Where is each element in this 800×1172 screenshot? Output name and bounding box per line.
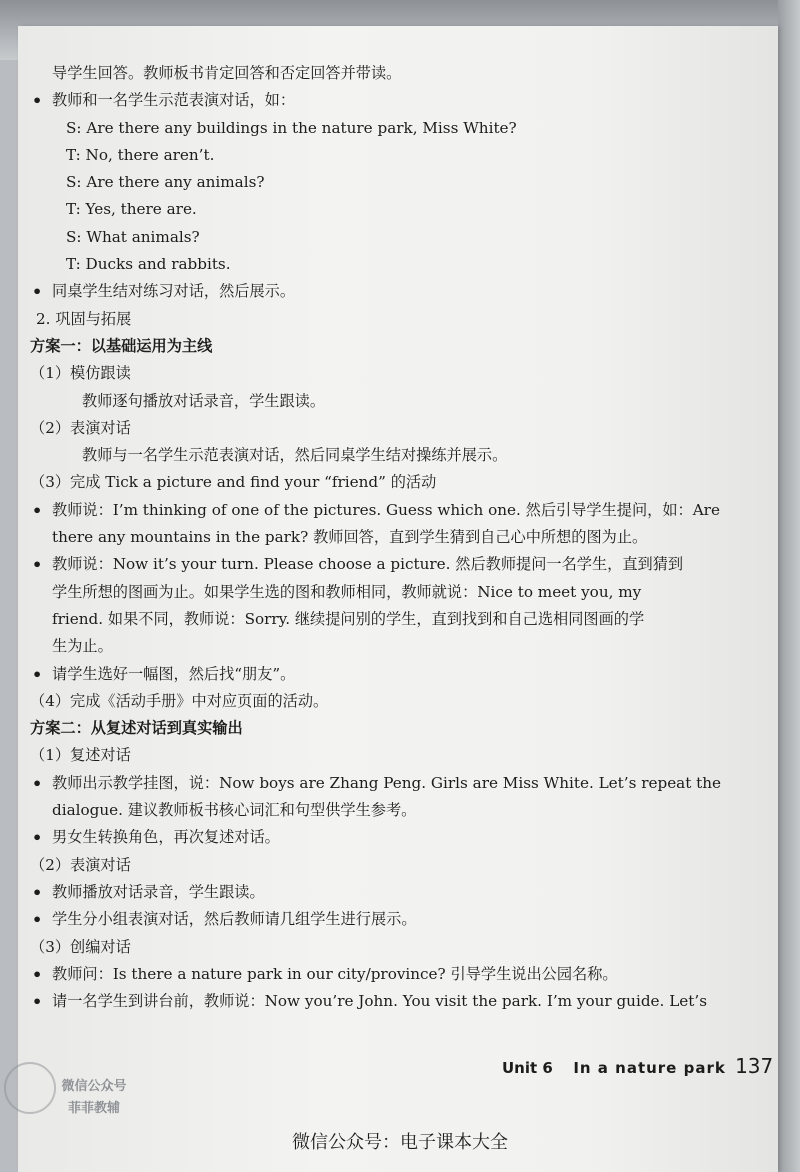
step-heading: （3）创编对话 [30,937,131,956]
text-line: 学生所想的图画为止。如果学生选的图和教师相同，教师就说：Nice to meet you, my [52,582,642,601]
dialogue-line: S: What animals? [66,227,200,246]
dialogue-line: T: Yes, there are. [66,200,197,219]
text-line: there any mountains in the park? 教师回答，直到学生猜到自己心中所想的图为止。 [52,528,648,547]
step-heading: （1）复述对话 [30,746,131,765]
bottom-caption: 微信公众号：电子课本大全 [292,1132,508,1153]
bullet-line: • 教师出示教学挂图，说：Now boys are Zhang Peng. Girls are Miss White. Let’s repeat the [30,770,730,797]
right-edge-strip [778,0,800,1172]
footer-title: In a nature park [573,1059,726,1077]
dialogue-line: T: Ducks and rabbits. [66,255,231,274]
plan-heading: 方案一：以基础运用为主线 [30,336,213,355]
bullet-line: • 教师播放对话录音，学生跟读。 [30,879,730,906]
watermark-line: 菲菲教辅 [67,1101,120,1116]
plan-heading: 方案二：从复述对话到真实输出 [30,719,243,738]
text-line: dialogue. 建议教师板书核心词汇和句型供学生参考。 [52,801,417,820]
step-heading: （2）表演对话 [30,418,131,437]
step-heading: （1）模仿跟读 [30,364,131,383]
bullet-line: • 教师和一名学生示范表演对话，如： [30,87,730,114]
bullet-line: • 学生分小组表演对话，然后教师请几组学生进行展示。 [30,906,730,933]
step-heading: （3）完成 Tick a picture and find your “friend” 的活动 [30,473,437,492]
page-number: 137 [735,1054,774,1078]
section-heading: 2. 巩固与拓展 [36,309,132,328]
dialogue-line: S: Are there any animals? [66,173,265,192]
bullet-line: • 请学生选好一幅图，然后找“朋友”。 [30,661,730,688]
page-body [30,60,730,1015]
watermark [34,1076,154,1120]
watermark-line: 微信公众号 [61,1079,127,1094]
bullet-line: • 教师说：I’m thinking of one of the pictures. Guess which one. 然后引导学生提问，如：Are [30,497,730,524]
text-line: 教师与一名学生示范表演对话，然后同桌学生结对操练并展示。 [82,446,508,465]
bullet-line: • 请一名学生到讲台前，教师说：Now you’re John. You visit the park. I’m your guide. Let’s [30,988,730,1015]
dialogue-line: S: Are there any buildings in the nature park, Miss White? [66,118,517,137]
bullet-line: • 男女生转换角色，再次复述对话。 [30,824,730,851]
text-line: 教师逐句播放对话录音，学生跟读。 [82,391,325,410]
bullet-line: • 教师说：Now it’s your turn. Please choose a picture. 然后教师提问一名学生，直到猜到 [30,551,730,578]
text-line: friend. 如果不同，教师说：Sorry. 继续提问别的学生，直到找到和自己选相同图画的学 [52,609,645,628]
text-line: 导学生回答。教师板书肯定回答和否定回答并带读。 [52,64,402,82]
step-heading: （4）完成《活动手册》中对应页面的活动。 [30,691,329,710]
bullet-line: • 同桌学生结对练习对话，然后展示。 [30,278,730,305]
bullet-line: • 教师问：Is there a nature park in our city/province? 引导学生说出公园名称。 [30,961,730,988]
page-footer [502,1054,773,1078]
text-line: 生为止。 [52,637,113,656]
dialogue-line: T: No, there aren’t. [66,145,215,164]
step-heading: （2）表演对话 [30,855,131,874]
footer-unit: Unit 6 [502,1059,553,1077]
